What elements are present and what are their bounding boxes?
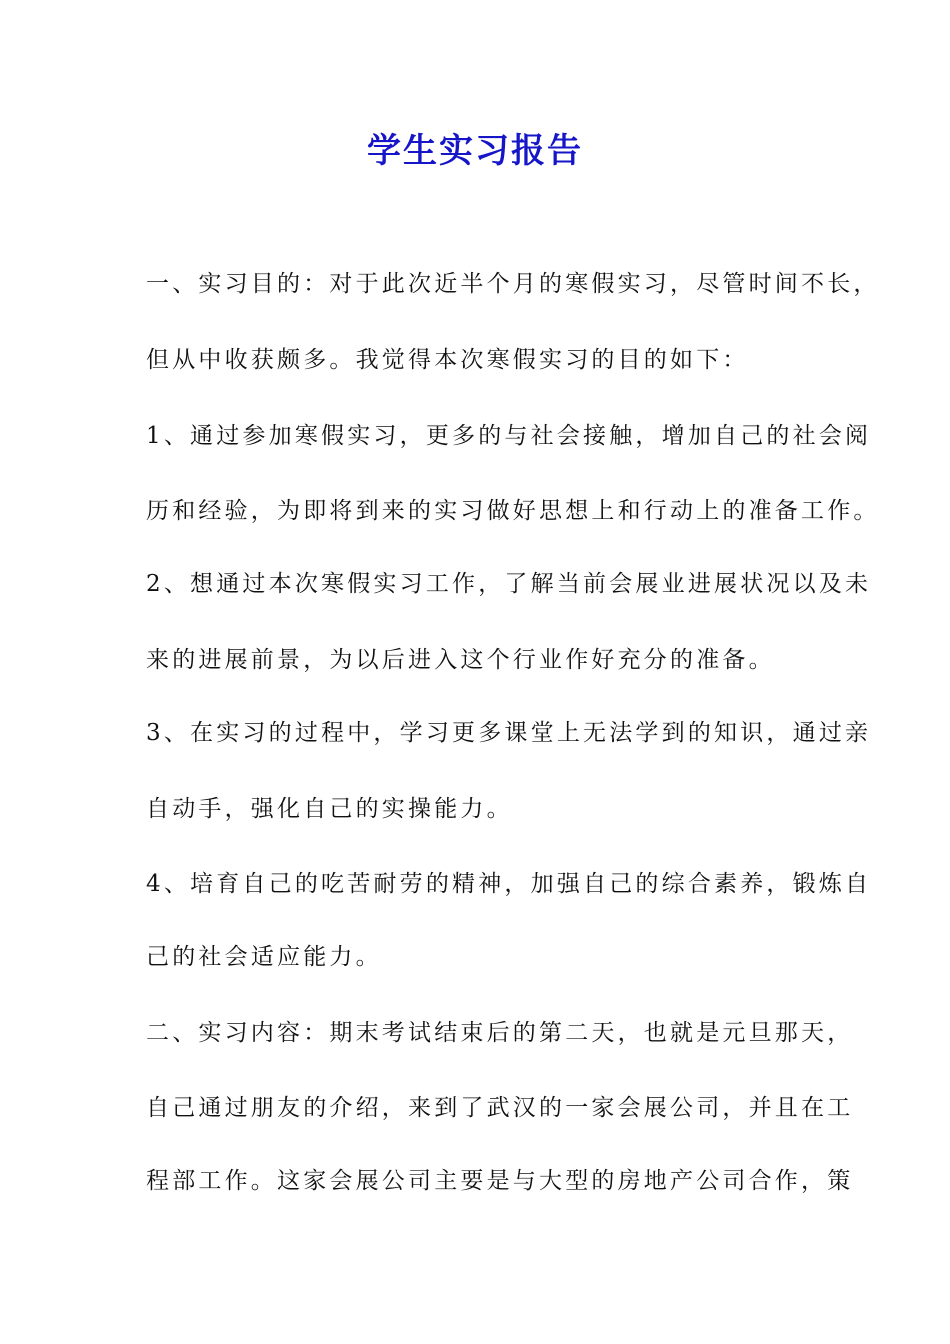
body-line: 己的社会适应能力。 [146,944,382,970]
body-line: 1、通过参加寒假实习，更多的与社会接触，增加自己的社会阅 [146,423,872,449]
body-line: 二、实习内容：期末考试结束后的第二天，也就是元旦那天， [146,1020,854,1046]
body-line: 来的进展前景，为以后进入这个行业作好充分的准备。 [146,647,775,673]
document-title: 学生实习报告 [367,131,583,171]
body-line: 4、培育自己的吃苦耐劳的精神，加强自己的综合素养，锻炼自 [146,871,872,897]
body-line: 程部工作。这家会展公司主要是与大型的房地产公司合作，策 [146,1168,854,1194]
body-line: 一、实习目的：对于此次近半个月的寒假实习，尽管时间不长， [146,271,880,297]
body-line: 自动手，强化自己的实操能力。 [146,796,513,822]
body-line: 历和经验，为即将到来的实习做好思想上和行动上的准备工作。 [146,498,880,524]
body-line: 2、想通过本次寒假实习工作，了解当前会展业进展状况以及未 [146,571,872,597]
body-line: 3、在实习的过程中，学习更多课堂上无法学到的知识，通过亲 [146,720,872,746]
body-line: 但从中收获颇多。我觉得本次寒假实习的目的如下： [146,347,749,373]
body-line: 自己通过朋友的介绍，来到了武汉的一家会展公司，并且在工 [146,1095,854,1121]
